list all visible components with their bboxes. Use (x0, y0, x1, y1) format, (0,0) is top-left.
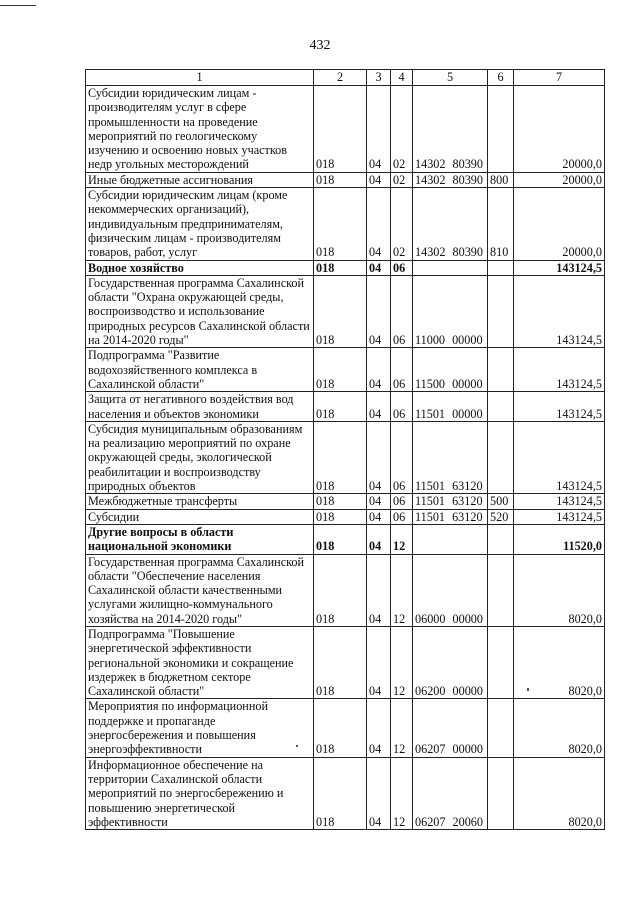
section-code-cell: 04 (367, 188, 391, 260)
section-code-cell: 04 (367, 626, 391, 698)
section-code-cell: 04 (367, 86, 391, 173)
target-article-cell: 06207 20060 (413, 757, 488, 829)
expense-type-cell (488, 757, 514, 829)
section-code-cell: 04 (367, 554, 391, 626)
subsection-code-cell: 06 (391, 275, 413, 347)
table-row (86, 392, 605, 422)
target-article-cell: 11501 00000 (413, 392, 488, 422)
row-name-cell: Водное хозяйство (86, 260, 314, 275)
amount-cell: 143124,5 (514, 494, 605, 509)
ved-code-cell: 018 (314, 392, 367, 422)
target-article-cell: 11501 63120 (413, 494, 488, 509)
amount-cell: 143124,5 (514, 421, 605, 493)
table-row (86, 275, 605, 347)
ved-code-cell: 018 (314, 554, 367, 626)
section-code-cell: 04 (367, 699, 391, 757)
amount-cell: 20000,0 (514, 172, 605, 187)
ved-code-cell: 018 (314, 275, 367, 347)
row-name-cell: Подпрограмма "Развитие водохозяйственного комплекса в Сахалинской области" (86, 348, 314, 392)
subsection-code-cell: 12 (391, 524, 413, 554)
amount-cell: 8020,0 (514, 626, 605, 698)
section-code-cell: 04 (367, 348, 391, 392)
ved-code-cell: 018 (314, 172, 367, 187)
table-row (86, 421, 605, 493)
row-name-cell: Субсидии юридическим лицам - производителям услуг в сфере промышленности на проведение мероприятий по геологическому изучению и освоению новых участков недр угольных месторождений (86, 86, 314, 173)
subsection-code-cell: 02 (391, 86, 413, 173)
expense-type-cell (488, 699, 514, 757)
ved-code-cell: 018 (314, 757, 367, 829)
table-row (86, 757, 605, 829)
expense-type-cell: 520 (488, 509, 514, 524)
target-article-cell: 11500 00000 (413, 348, 488, 392)
scan-speck (527, 688, 529, 691)
section-code-cell: 04 (367, 757, 391, 829)
ved-code-cell: 018 (314, 260, 367, 275)
table-row (86, 524, 605, 554)
amount-cell: 143124,5 (514, 509, 605, 524)
amount-cell: 143124,5 (514, 348, 605, 392)
ved-code-cell: 018 (314, 421, 367, 493)
subsection-code-cell: 06 (391, 494, 413, 509)
section-code-cell: 04 (367, 275, 391, 347)
row-name-cell: Государственная программа Сахалинской области "Обеспечение населения Сахалинской области качественными услугами жилищно-коммунального хозяйства на 2014-2020 годы" (86, 554, 314, 626)
amount-cell: 8020,0 (514, 757, 605, 829)
target-article-cell: 14302 80390 (413, 86, 488, 173)
target-article-cell: 11000 00000 (413, 275, 488, 347)
header-col-7: 7 (514, 70, 605, 86)
header-col-4: 4 (391, 70, 413, 86)
amount-cell: 20000,0 (514, 188, 605, 260)
expense-type-cell (488, 554, 514, 626)
table-row (86, 509, 605, 524)
target-article-cell: 14302 80390 (413, 172, 488, 187)
amount-cell: 8020,0 (514, 554, 605, 626)
row-name-cell: Информационное обеспечение на территории Сахалинской области мероприятий по энергосбережению и повышению энергетической эффективности (86, 757, 314, 829)
subsection-code-cell: 06 (391, 260, 413, 275)
subsection-code-cell: 06 (391, 421, 413, 493)
table-header-row (86, 70, 605, 86)
amount-cell: 8020,0 (514, 699, 605, 757)
row-name-cell: Субсидия муниципальным образованиям на реализацию мероприятий по охране окружающей среды, экологической реабилитации и воспроизводству природных объектов (86, 421, 314, 493)
ved-code-cell: 018 (314, 699, 367, 757)
section-code-cell: 04 (367, 172, 391, 187)
section-code-cell: 04 (367, 494, 391, 509)
amount-cell: 20000,0 (514, 86, 605, 173)
target-article-cell (413, 260, 488, 275)
header-col-1: 1 (86, 70, 314, 86)
row-name-cell: Подпрограмма "Повышение энергетической эффективности региональной экономики и сокращение издержек в бюджетном секторе Сахалинской области" (86, 626, 314, 698)
target-article-cell (413, 524, 488, 554)
subsection-code-cell: 02 (391, 188, 413, 260)
section-code-cell: 04 (367, 392, 391, 422)
expense-type-cell (488, 524, 514, 554)
page-number: 432 (309, 38, 331, 53)
ved-code-cell: 018 (314, 524, 367, 554)
header-col-3: 3 (367, 70, 391, 86)
section-code-cell: 04 (367, 421, 391, 493)
subsection-code-cell: 12 (391, 626, 413, 698)
table-row (86, 172, 605, 187)
table-row (86, 86, 605, 173)
target-article-cell: 14302 80390 (413, 188, 488, 260)
expense-type-cell (488, 421, 514, 493)
expense-type-cell (488, 348, 514, 392)
expense-type-cell (488, 626, 514, 698)
table-row (86, 554, 605, 626)
row-name-cell: Межбюджетные трансферты (86, 494, 314, 509)
expense-type-cell (488, 86, 514, 173)
expense-type-cell: 500 (488, 494, 514, 509)
expense-type-cell (488, 392, 514, 422)
amount-cell: 143124,5 (514, 275, 605, 347)
ved-code-cell: 018 (314, 348, 367, 392)
subsection-code-cell: 12 (391, 699, 413, 757)
expense-type-cell (488, 275, 514, 347)
table-row (86, 260, 605, 275)
expense-type-cell: 800 (488, 172, 514, 187)
section-code-cell: 04 (367, 260, 391, 275)
top-corner-rule (0, 5, 36, 6)
section-code-cell: 04 (367, 509, 391, 524)
header-col-5: 5 (413, 70, 488, 86)
amount-cell: 143124,5 (514, 392, 605, 422)
target-article-cell: 11501 63120 (413, 421, 488, 493)
row-name-cell: Субсидии юридическим лицам (кроме некоммерческих организаций), индивидуальным предпринимателям, физическим лицам - производителям товаров, работ, услуг (86, 188, 314, 260)
subsection-code-cell: 02 (391, 172, 413, 187)
target-article-cell: 06200 00000 (413, 626, 488, 698)
header-col-2: 2 (314, 70, 367, 86)
section-code-cell: 04 (367, 524, 391, 554)
row-name-cell: Другие вопросы в области национальной экономики (86, 524, 314, 554)
scan-speck (296, 745, 298, 747)
row-name-cell: Защита от негативного воздействия вод населения и объектов экономики (86, 392, 314, 422)
expense-type-cell: 810 (488, 188, 514, 260)
header-col-6: 6 (488, 70, 514, 86)
ved-code-cell: 018 (314, 188, 367, 260)
expense-type-cell (488, 260, 514, 275)
ved-code-cell: 018 (314, 494, 367, 509)
subsection-code-cell: 06 (391, 392, 413, 422)
target-article-cell: 06207 00000 (413, 699, 488, 757)
amount-cell: 143124,5 (514, 260, 605, 275)
table-row (86, 348, 605, 392)
row-name-cell: Государственная программа Сахалинской области "Охрана окружающей среды, воспроизводство и использование природных ресурсов Сахалинской области на 2014-2020 годы" (86, 275, 314, 347)
row-name-cell: Субсидии (86, 509, 314, 524)
ved-code-cell: 018 (314, 86, 367, 173)
ved-code-cell: 018 (314, 626, 367, 698)
table-row (86, 699, 605, 757)
amount-cell: 11520,0 (514, 524, 605, 554)
row-name-cell: Мероприятия по информационной поддержке и пропаганде энергосбережения и повышения энергоэффективности (86, 699, 314, 757)
row-name-cell: Иные бюджетные ассигнования (86, 172, 314, 187)
ved-code-cell: 018 (314, 509, 367, 524)
subsection-code-cell: 12 (391, 554, 413, 626)
target-article-cell: 11501 63120 (413, 509, 488, 524)
target-article-cell: 06000 00000 (413, 554, 488, 626)
subsection-code-cell: 06 (391, 509, 413, 524)
subsection-code-cell: 06 (391, 348, 413, 392)
subsection-code-cell: 12 (391, 757, 413, 829)
table-row (86, 188, 605, 260)
table-row (86, 494, 605, 509)
budget-table (85, 69, 605, 830)
